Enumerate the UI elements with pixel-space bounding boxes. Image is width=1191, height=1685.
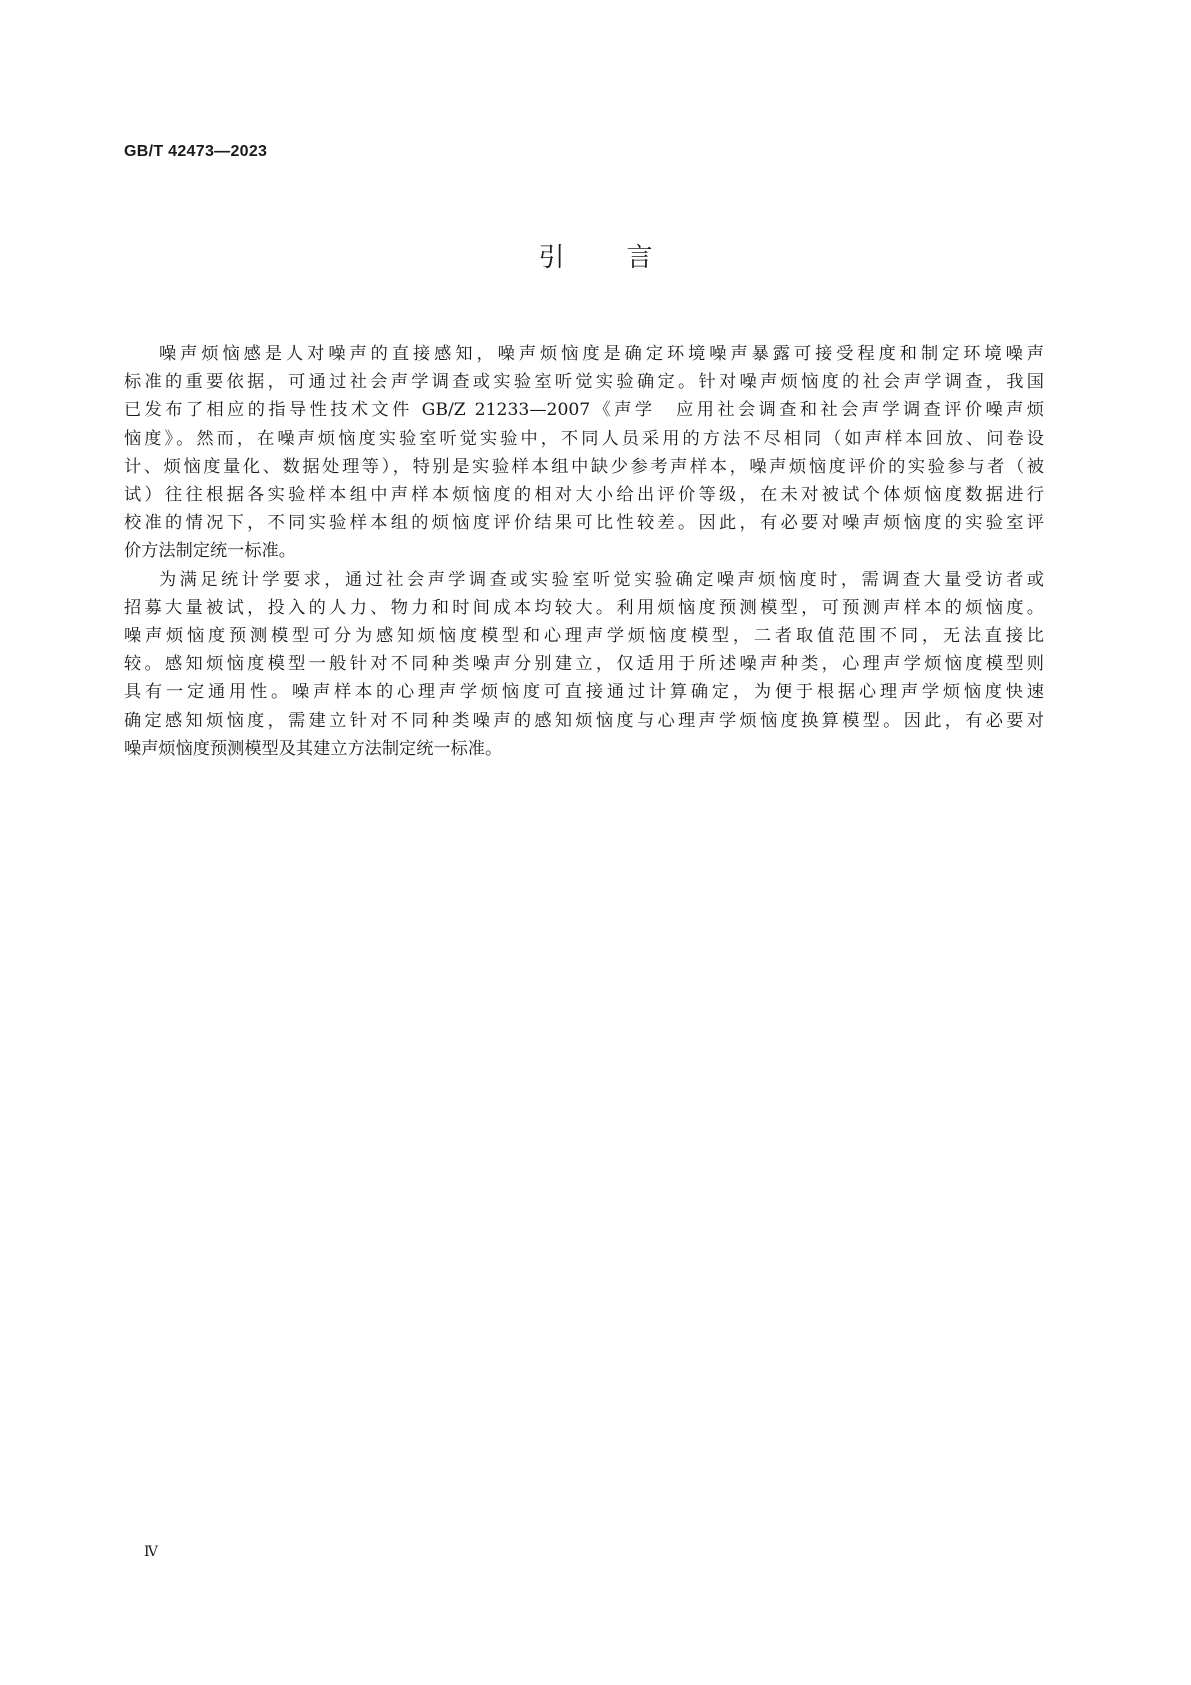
page-title-part2: 言 [626, 243, 653, 273]
paragraph-line: 价方法制定统一标准。 [124, 541, 296, 562]
paragraph-line: 已发布了相应的指导性技术文件 GB/Z 21233—2007《声学 应用社会调查和社会声学调查评价噪声烦 [124, 400, 1044, 421]
paragraph-1 [124, 340, 1044, 566]
paragraph-line: 具有一定通用性。噪声样本的心理声学烦恼度可直接通过计算确定，为便于根据心理声学烦恼度快速 [124, 682, 1044, 703]
paragraph-line: 确定感知烦恼度，需建立针对不同种类噪声的感知烦恼度与心理声学烦恼度换算模型。因此，有必要对 [124, 710, 1044, 731]
paragraph-line: 恼度》。然而，在噪声烦恼度实验室听觉实验中，不同人员采用的方法不尽相同（如声样本回放、问卷设 [124, 428, 1044, 449]
page-number: Ⅳ [144, 1544, 158, 1560]
paragraph-2 [124, 566, 1044, 763]
paragraph-line: 计、烦恼度量化、数据处理等），特别是实验样本组中缺少参考声样本，噪声烦恼度评价的实验参与者（被 [124, 456, 1044, 477]
paragraph-line: 招募大量被试，投入的人力、物力和时间成本均较大。利用烦恼度预测模型，可预测声样本的烦恼度。 [124, 597, 1044, 618]
page-title [0, 243, 1191, 273]
paragraph-line: 试）往往根据各实验样本组中声样本烦恼度的相对大小给出评价等级，在未对被试个体烦恼度数据进行 [124, 485, 1044, 506]
introduction-body [124, 340, 1044, 763]
paragraph-line: 校准的情况下，不同实验样本组的烦恼度评价结果可比性较差。因此，有必要对噪声烦恼度的实验室评 [124, 513, 1044, 534]
paragraph-line: 较。感知烦恼度模型一般针对不同种类噪声分别建立，仅适用于所述噪声种类，心理声学烦恼度模型则 [124, 654, 1044, 675]
paragraph-line: 噪声烦恼度预测模型可分为感知烦恼度模型和心理声学烦恼度模型，二者取值范围不同，无法直接比 [124, 626, 1044, 647]
standard-code: GB/T 42473—2023 [124, 143, 268, 160]
page-title-part1: 引 [538, 243, 565, 273]
paragraph-line: 噪声烦恼度预测模型及其建立方法制定统一标准。 [124, 738, 503, 759]
paragraph-line: 噪声烦恼感是人对噪声的直接感知，噪声烦恼度是确定环境噪声暴露可接受程度和制定环境噪声 [159, 344, 1044, 364]
paragraph-line: 标准的重要依据，可通过社会声学调查或实验室听觉实验确定。针对噪声烦恼度的社会声学调查，我国 [124, 372, 1044, 393]
paragraph-line: 为满足统计学要求，通过社会声学调查或实验室听觉实验确定噪声烦恼度时，需调查大量受访者或 [159, 569, 1044, 590]
